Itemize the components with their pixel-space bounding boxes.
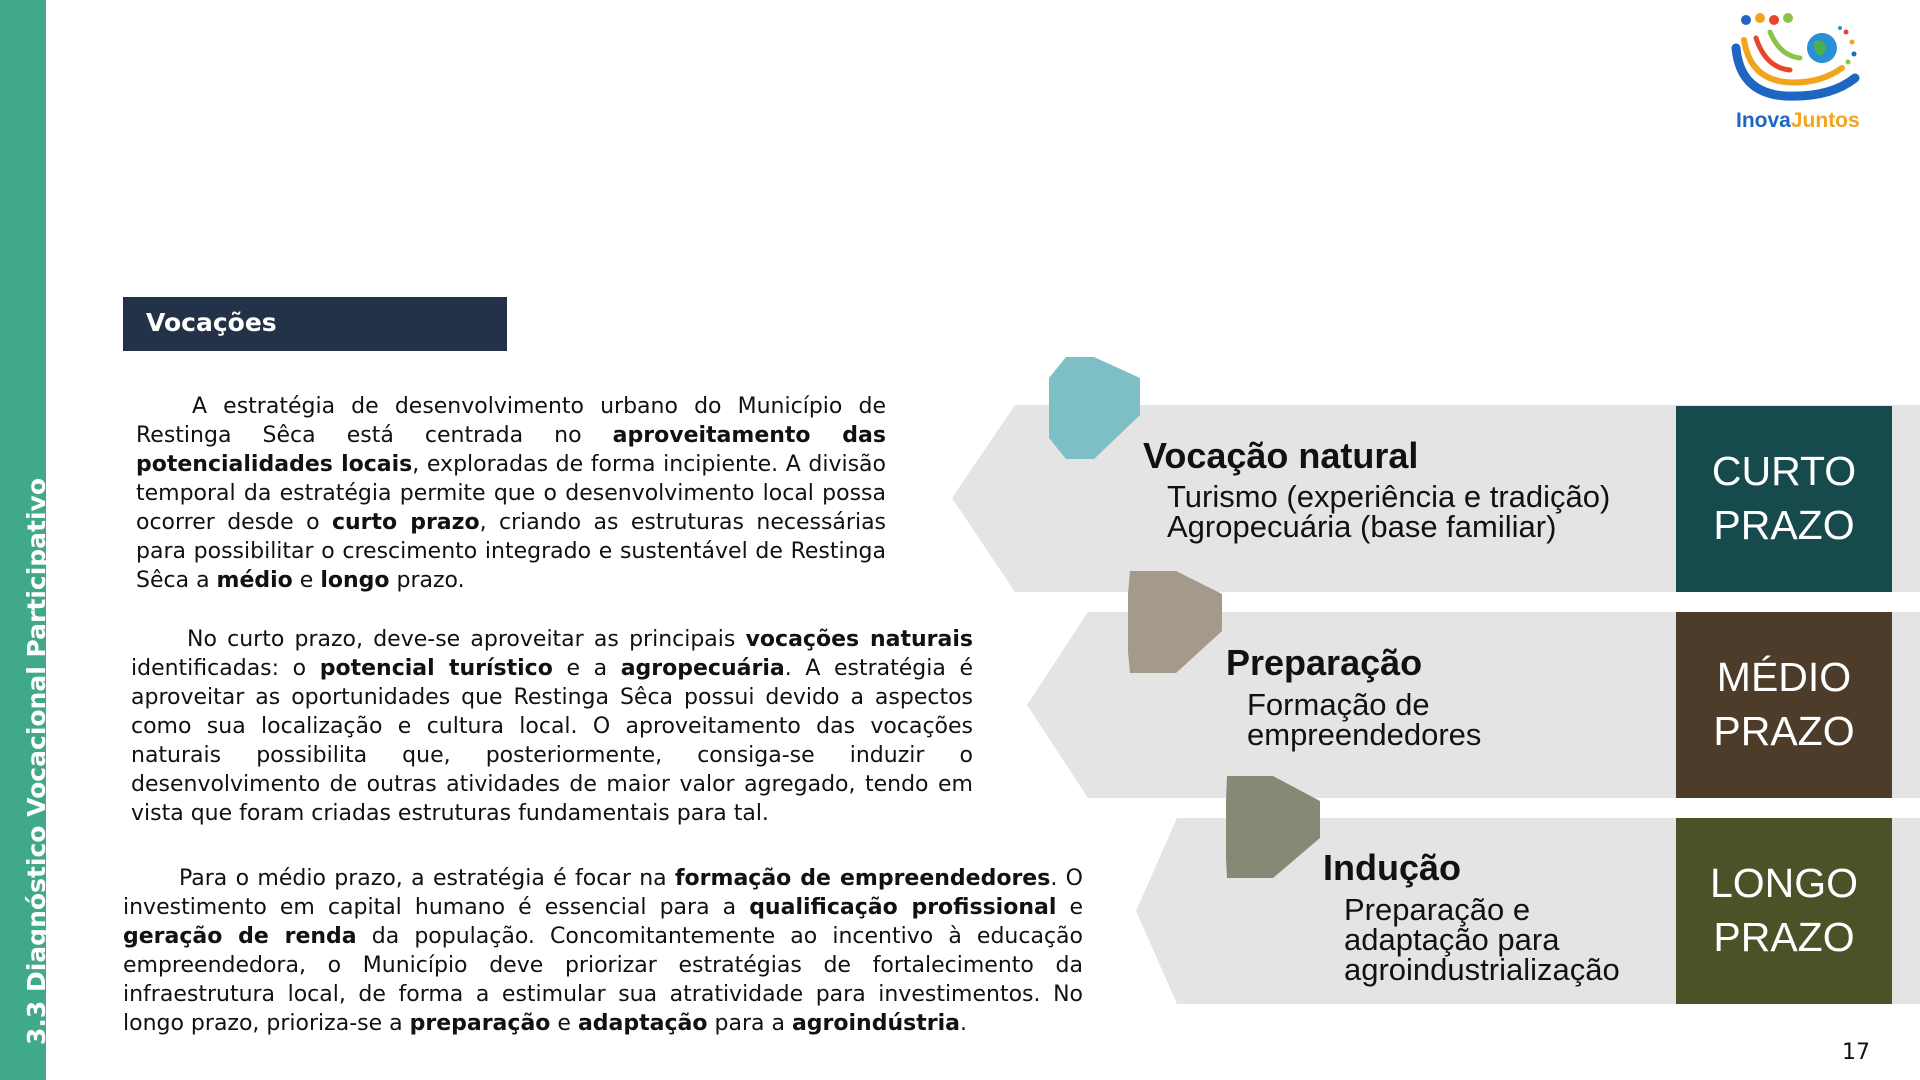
- text-run: e: [292, 568, 321, 593]
- text-run: e: [1056, 895, 1083, 920]
- term-label-longo-prazo: [1676, 856, 1892, 964]
- band-title-preparacao: Preparação: [1226, 642, 1423, 683]
- text-run: da população. Concomitantemente ao incentivo à educação empreendedora, o Município deve priorizar estratégias de fortalecimento da infraestrutura local, de forma a estimular sua atratividade para investimentos. No longo prazo, prioriza-se a: [123, 924, 1083, 1036]
- bold-text: adaptação: [577, 1011, 708, 1036]
- text-run: No curto prazo, deve-se aproveitar as principais: [187, 627, 746, 652]
- bold-text: agropecuária: [620, 656, 785, 681]
- inovajuntos-logo: [1730, 8, 1890, 136]
- section-header: [123, 297, 507, 351]
- bold-text: longo: [320, 568, 390, 593]
- text-run: . O investimento em capital humano é essencial para a: [123, 866, 1083, 920]
- bold-text: formação de empreendedores: [674, 866, 1051, 891]
- paragraph-short-term: [131, 625, 973, 828]
- text-run: identificadas: o: [131, 656, 320, 681]
- svg-text:InovaJuntos: [1736, 109, 1860, 132]
- band-line: Formação de: [1247, 687, 1430, 722]
- bold-text: preparação: [409, 1011, 551, 1036]
- text-run: e a: [552, 656, 621, 681]
- bold-text: vocações naturais: [745, 627, 973, 652]
- text-run: . A estratégia é aproveitar as oportunidades que Restinga Sêca possui devido a aspectos como sua localização e cultura local. O aproveitamento das vocações naturais possibilita que, posteriormente, consiga-se induzir o desenvolvimento de outras atividades de maior valor agregado, tendo em vista que foram criadas estruturas fundamentais para tal.: [131, 656, 974, 826]
- bold-text: aproveitamento das potencialidades locais: [136, 423, 886, 477]
- term-label-line: MÉDIO: [1716, 654, 1852, 700]
- band-line: Preparação e: [1344, 892, 1531, 927]
- sidebar-label: 3.3 Diagnóstico Vocacional Participativo: [22, 477, 51, 1045]
- bold-text: qualificação profissional: [749, 895, 1057, 920]
- bold-text: geração de renda: [123, 924, 357, 949]
- term-label-line: PRAZO: [1713, 502, 1855, 548]
- text-run: , exploradas de forma incipiente. A divisão temporal da estratégia permite que o desenvolvimento local possa ocorrer desde o: [136, 452, 886, 535]
- bold-text: potencial turístico: [319, 656, 553, 681]
- text-run: , criando as estruturas necessárias para possibilitar o crescimento integrado e sustentável de Restinga Sêca a: [136, 510, 887, 593]
- logo-graphic: [1730, 8, 1890, 136]
- band-line: adaptação para: [1344, 922, 1560, 957]
- term-label-line: CURTO: [1711, 448, 1857, 494]
- strategy-timeline-diagram: [940, 350, 1920, 1020]
- logo-text-juntos: Juntos: [1790, 109, 1860, 132]
- band-line: Agropecuária (base familiar): [1167, 509, 1557, 544]
- paragraph-intro: [136, 392, 886, 595]
- bold-text: médio: [216, 568, 293, 593]
- term-label-medio-prazo: [1676, 650, 1892, 758]
- term-label-line: PRAZO: [1713, 708, 1855, 754]
- text-run: e: [550, 1011, 578, 1036]
- paragraph-medium-long-term: [123, 864, 1083, 1038]
- bold-text: curto prazo: [331, 510, 480, 535]
- band-title-vocacao-natural: Vocação natural: [1143, 435, 1419, 476]
- band-title-inducao: Indução: [1323, 847, 1462, 888]
- term-label-line: LONGO: [1709, 860, 1859, 906]
- text-run: .: [959, 1011, 967, 1036]
- band-line: agroindustrialização: [1344, 952, 1620, 987]
- band-line: Turismo (experiência e tradição): [1167, 479, 1611, 514]
- text-run: Para o médio prazo, a estratégia é focar na: [179, 866, 675, 891]
- text-run: A estratégia de desenvolvimento urbano do Município de Restinga Sêca está centrada no: [136, 394, 886, 448]
- sidebar-strip: [0, 0, 51, 1080]
- text-run: para a: [707, 1011, 792, 1036]
- page-number: 17: [1842, 1040, 1870, 1065]
- text-run: prazo.: [389, 568, 465, 593]
- logo-text-inova: Inova: [1736, 109, 1791, 132]
- bold-text: agroindústria: [791, 1011, 960, 1036]
- band-line: empreendedores: [1247, 717, 1482, 752]
- term-label-curto-prazo: [1676, 444, 1892, 552]
- section-title: Vocações: [146, 308, 277, 337]
- term-label-line: PRAZO: [1713, 914, 1855, 960]
